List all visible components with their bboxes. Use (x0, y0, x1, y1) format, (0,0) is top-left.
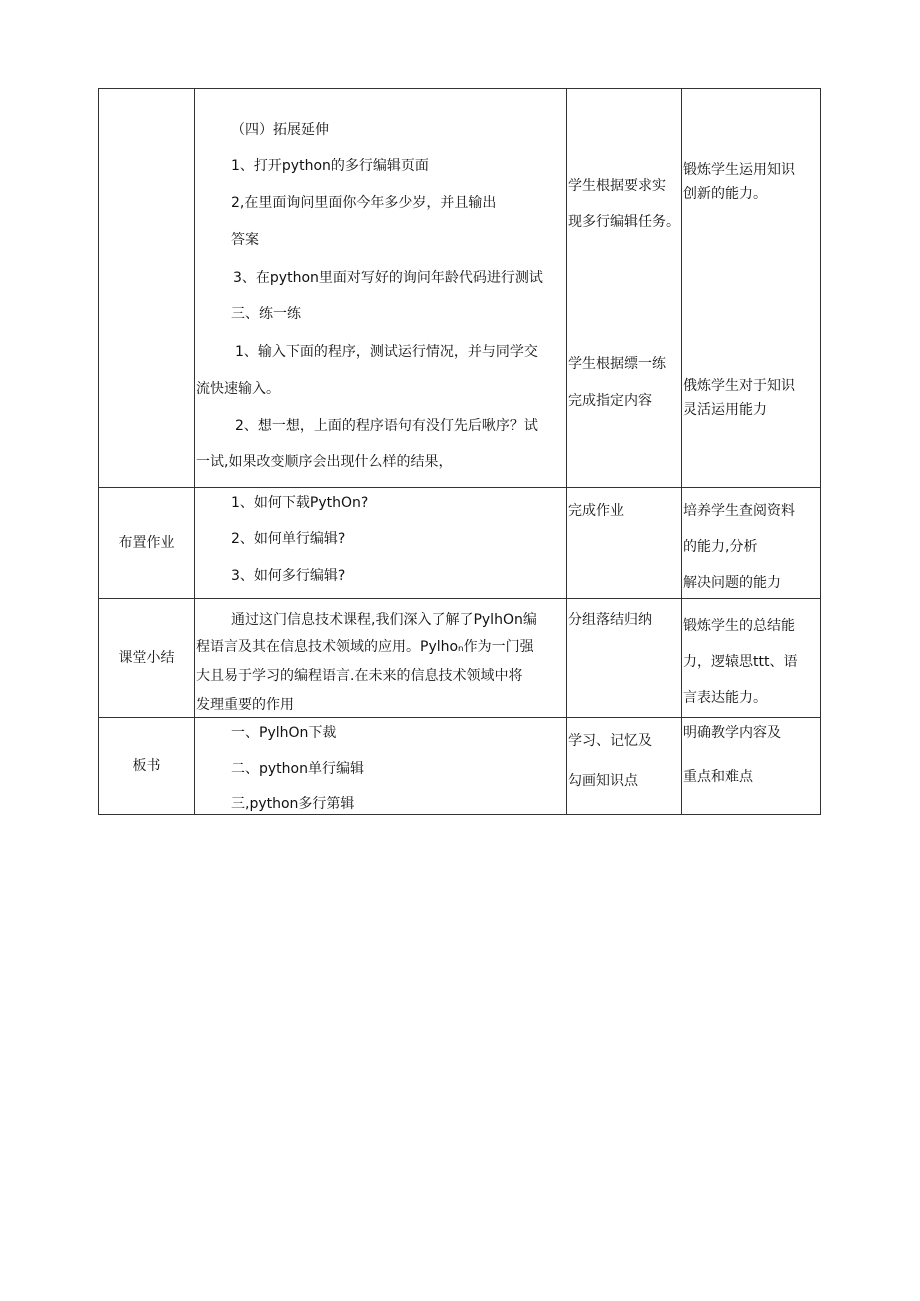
row-label-text: 课堂小结 (118, 650, 175, 666)
row-label (99, 718, 195, 815)
student-line: 分组落结归纳 (568, 612, 652, 628)
intent-line: 创新的能力。 (683, 186, 767, 202)
student-line: 勾画知识点 (568, 773, 638, 789)
intent-line: 锻炼学生的总结能 (683, 618, 795, 634)
student-activity-cell (567, 599, 682, 718)
intent-line: 灵活运用能力 (683, 402, 767, 418)
row-label (99, 488, 195, 599)
process-line: 发理重要的作用 (196, 697, 294, 713)
process-line: 三,python多行第辑 (231, 796, 355, 812)
process-line: 一、PylhOn下裁 (231, 725, 337, 741)
process-cell (195, 718, 567, 815)
intent-line: 力，逻辕思ttt、语 (683, 654, 798, 670)
process-line: 2,在里面询问里面你今年多少岁，并且输出 (231, 195, 497, 211)
student-line: 学生根据缥一练 (568, 356, 666, 372)
process-line: 3、在python里面对写好的询问年龄代码进行测试 (233, 270, 543, 286)
design-intent-cell (682, 599, 821, 718)
intent-line: 锻炼学生运用知识 (683, 162, 795, 178)
intent-line: 言表达能力。 (683, 690, 767, 706)
intent-line: 的能力,分析 (683, 539, 758, 555)
process-line: 2、如何单行编辑? (231, 531, 346, 547)
intent-line: 解决问题的能力 (683, 575, 781, 591)
process-line: 一试,如果改变顺序会出现什么样的结果， (196, 454, 453, 470)
process-line: 通过这门信息技术课程,我们深入了解了PylhOn编 (231, 612, 537, 628)
process-line: 3、如何多行编辑? (231, 568, 346, 584)
student-activity-cell (567, 89, 682, 488)
lesson-plan-table (98, 88, 821, 815)
row-label (99, 599, 195, 718)
process-line: （四）拓展延伸 (231, 122, 329, 138)
student-activity-cell (567, 718, 682, 815)
student-line: 学生根据要求实 (568, 178, 666, 194)
process-line: 1、如何下载PythOn? (231, 495, 369, 511)
table-row-summary (99, 599, 821, 718)
student-activity-cell (567, 488, 682, 599)
process-cell (195, 599, 567, 718)
design-intent-cell (682, 488, 821, 599)
process-line: 1、输入下面的程序，测试运行情况，并与同学交 (235, 344, 538, 360)
process-line: 程语言及其在信息技术领域的应用。Pylhoₙ作为一门强 (196, 639, 534, 655)
intent-line: 俄炼学生对于知识 (683, 378, 795, 394)
process-line: 二、python单行编辑 (231, 761, 364, 777)
table-row-board (99, 718, 821, 815)
process-line: 1、打开python的多行编辑页面 (231, 158, 429, 174)
table-row-homework (99, 488, 821, 599)
design-intent-cell (682, 89, 821, 488)
process-cell (195, 488, 567, 599)
table-row-extension (99, 89, 821, 488)
process-line: 三、练一练 (231, 306, 301, 322)
design-intent-cell (682, 718, 821, 815)
process-cell (195, 89, 567, 488)
intent-line: 重点和难点 (683, 769, 753, 785)
student-line: 学习、记忆及 (568, 733, 652, 749)
intent-line: 明确教学内容及 (683, 725, 781, 741)
process-line: 大且易于学习的编程语言.在未来的信息技术领域中将 (196, 668, 523, 684)
process-line: 2、想一想，上面的程序语句有没仃先后啾序？试 (235, 418, 538, 434)
student-line: 完成指定内容 (568, 393, 652, 409)
process-line: 答案 (231, 232, 259, 248)
student-line: 现多行编辑任务。 (568, 214, 680, 230)
row-label-text: 布置作业 (118, 535, 175, 551)
student-line: 完成作业 (568, 503, 624, 519)
intent-line: 培养学生查阅资料 (683, 503, 795, 519)
row-label-text: 板书 (132, 758, 161, 774)
row-label (99, 89, 195, 488)
process-line: 流快速输入。 (196, 381, 280, 397)
